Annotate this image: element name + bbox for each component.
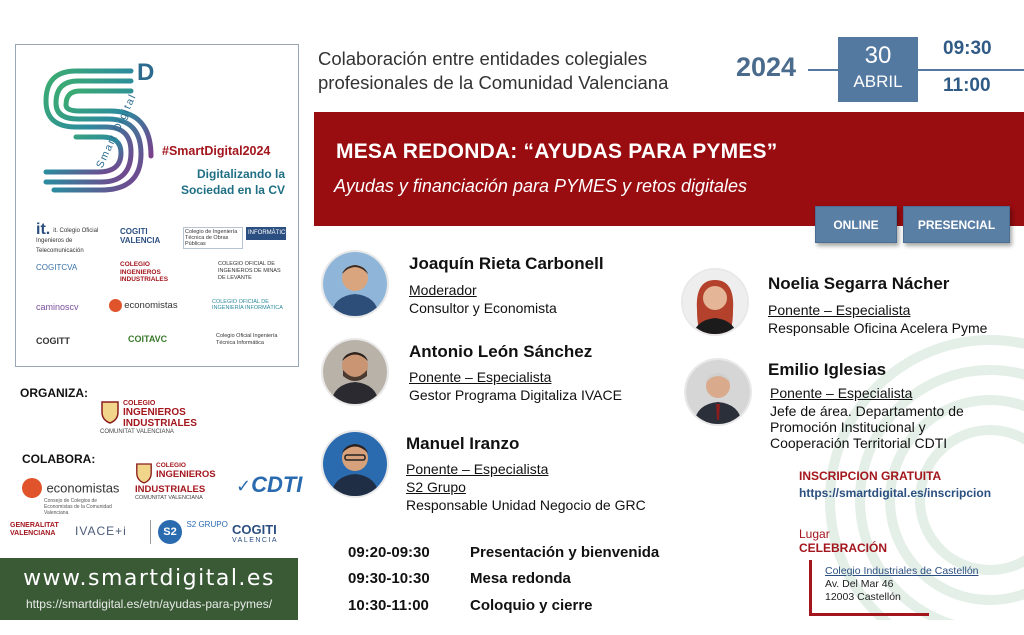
partner-logo-coitavc: COITAVC bbox=[128, 334, 168, 344]
event-subtitle: Ayudas y financiación para PYMES y retos digitales bbox=[334, 176, 748, 196]
organiza-label: ORGANIZA: bbox=[20, 386, 88, 400]
colabora-label: COLABORA: bbox=[22, 452, 96, 466]
colabora-s2-logo: S2 $^{S2 GRUPO}$ bbox=[158, 520, 228, 544]
person-icon bbox=[683, 270, 747, 334]
speaker-role: Ponente – Especialista bbox=[770, 385, 913, 401]
person-icon bbox=[686, 360, 750, 424]
partner-logo-cogiti: COGITI VALENCIA bbox=[120, 227, 161, 245]
venue-link[interactable]: Colegio Industriales de Castellón bbox=[825, 565, 979, 577]
registration-link[interactable]: https://smartdigital.es/inscripcion bbox=[799, 486, 992, 500]
shield-icon bbox=[135, 462, 153, 484]
partner-logo-it: it. it. Colegio Oficial Ingenieros de Telecomunicación bbox=[36, 221, 99, 254]
header-line1: Colaboración entre entidades colegiales bbox=[318, 48, 648, 69]
time-start: 09:30 bbox=[943, 38, 992, 59]
logo-letter-d: D bbox=[137, 59, 155, 86]
partner-logo-caminos: caminoscv bbox=[36, 302, 79, 312]
venue-title: CELEBRACIÓN bbox=[799, 541, 888, 555]
venue-label: Lugar bbox=[799, 527, 830, 541]
header-collab-text bbox=[318, 47, 668, 95]
speaker-desc: Consultor y Economista bbox=[409, 300, 557, 316]
tagline-line1: Digitalizando la bbox=[196, 167, 285, 181]
shield-icon bbox=[100, 400, 120, 424]
logo-subtext: Smart Digital bbox=[94, 91, 140, 171]
speaker-desc: S2 Grupo bbox=[406, 479, 466, 495]
speaker-photo-segarra bbox=[683, 270, 747, 334]
tagline-line2: Sociedad en la CV bbox=[180, 183, 285, 197]
colabora-economistas-logo: economistas Consejo de Colegios de Economistas de la Comunidad Valenciana bbox=[22, 478, 122, 516]
speaker-desc: Jefe de área. Departamento de Promoción Institucional y Cooperación Territorial CDTI bbox=[770, 403, 964, 451]
speaker-desc: Responsable Unidad Negocio de GRC bbox=[406, 497, 646, 513]
header-line2: profesionales de la Comunidad Valenciana bbox=[318, 72, 669, 93]
event-day: 30 bbox=[864, 42, 892, 69]
registration-title: INSCRIPCION GRATUITA bbox=[799, 469, 942, 483]
speaker-role: Moderador bbox=[409, 282, 477, 298]
speaker-role: Ponente – Especialista bbox=[406, 461, 549, 477]
speaker-desc: Gestor Programa Digitaliza IVACE bbox=[409, 387, 622, 403]
agenda-time: 09:30-10:30 bbox=[348, 570, 430, 587]
website-event-link[interactable]: https://smartdigital.es/etn/ayudas-para-pymes/ bbox=[25, 597, 273, 611]
presencial-button[interactable]: PRESENCIAL bbox=[903, 206, 1010, 243]
online-button[interactable]: ONLINE bbox=[815, 206, 897, 243]
agenda-time: 10:30-11:00 bbox=[348, 597, 429, 614]
colabora-industriales-logo: COLEGIO INGENIEROS INDUSTRIALES COMUNITAT VALENCIANA bbox=[135, 462, 216, 501]
s2-badge-icon: S2 bbox=[158, 520, 182, 544]
agenda-title: Coloquio y cierre bbox=[470, 597, 593, 614]
colabora-cogiti-logo: COGITI VALENCIA bbox=[232, 522, 279, 544]
hashtag: #SmartDigital2024 bbox=[162, 144, 271, 158]
partner-logo-cogitcva: COGITCVA bbox=[36, 263, 78, 272]
partner-logo-citop: Colegio de Ingeniería Técnica de Obras Públicas bbox=[183, 227, 243, 249]
speaker-name: Noelia Segarra Nácher bbox=[768, 274, 950, 293]
colabora-ivace-logo: IVACE+i bbox=[75, 524, 127, 538]
colabora-gva-logo: GENERALITAT VALENCIANA bbox=[10, 522, 59, 537]
person-icon bbox=[323, 340, 387, 404]
partner-logo-informatica: COLEGIO OFICIAL DE INGENIERÍA INFORMÁTICA bbox=[212, 299, 283, 311]
speaker-photo-leon bbox=[323, 340, 387, 404]
event-month: ABRIL bbox=[853, 72, 903, 91]
header-line-right bbox=[918, 69, 1024, 71]
economistas-icon bbox=[22, 478, 42, 498]
speaker-name: Emilio Iglesias bbox=[768, 360, 887, 379]
organiza-logo: COLEGIO INGENIEROS INDUSTRIALES COMUNITAT VALENCIANA bbox=[100, 400, 197, 435]
speaker-photo-rieta bbox=[323, 252, 387, 316]
speaker-name: Antonio León Sánchez bbox=[409, 342, 593, 361]
tagline bbox=[168, 166, 285, 198]
speaker-desc: Responsable Oficina Acelera Pyme bbox=[768, 320, 988, 336]
time-end: 11:00 bbox=[943, 75, 991, 96]
agenda-title: Mesa redonda bbox=[470, 570, 571, 587]
partner-logo-informatics: INFORMÀTICS bbox=[246, 227, 286, 240]
header-line-left bbox=[808, 69, 838, 71]
speaker-role: Ponente – Especialista bbox=[409, 369, 552, 385]
event-title: MESA REDONDA: “AYUDAS PARA PYMES” bbox=[336, 140, 778, 163]
venue-address: Av. Del Mar 46 12003 Castellón bbox=[825, 578, 901, 603]
partner-logo-industriales: COLEGIO INGENIEROS INDUSTRIALES bbox=[120, 261, 169, 283]
event-year: 2024 bbox=[736, 52, 797, 82]
website-box bbox=[0, 558, 298, 620]
partner-logo-ingenieria-informatica: Colegio Oficial Ingeniería Técnica Informática bbox=[216, 333, 278, 346]
speaker-photo-iranzo bbox=[323, 432, 387, 496]
agenda-time: 09:20-09:30 bbox=[348, 544, 430, 561]
divider bbox=[150, 520, 151, 544]
partners-logo-panel bbox=[15, 44, 299, 367]
speaker-role: Ponente – Especialista bbox=[768, 302, 911, 318]
cdti-mark-icon: ✓ bbox=[236, 476, 252, 496]
partner-logo-minas: COLEGIO OFICIAL DE INGENIEROS DE MINAS DE LEVANTE bbox=[218, 261, 281, 281]
economistas-icon bbox=[109, 299, 122, 312]
speaker-name: Manuel Iranzo bbox=[406, 434, 520, 453]
partner-logo-cogitt: COGITT bbox=[36, 336, 70, 346]
agenda-title: Presentación y bienvenida bbox=[470, 544, 660, 561]
website-main-link[interactable]: www.smartdigital.es bbox=[23, 566, 275, 591]
partner-logo-economistas: economistas bbox=[109, 299, 184, 312]
person-icon bbox=[323, 432, 387, 496]
person-icon bbox=[323, 252, 387, 316]
speaker-photo-iglesias bbox=[686, 360, 750, 424]
event-date-box bbox=[838, 37, 918, 102]
colabora-cdti-logo: ✓CDTI bbox=[236, 472, 303, 497]
speaker-name: Joaquín Rieta Carbonell bbox=[409, 254, 604, 273]
